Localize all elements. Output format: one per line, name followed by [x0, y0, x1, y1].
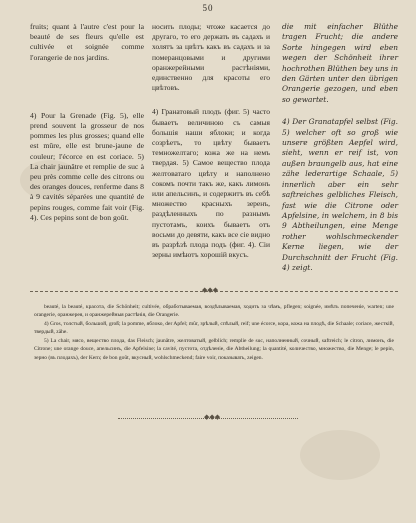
glossary-note: beauté, la beauté, красота, die Schönheit; cultivée, обработываемая, воздѣлываемая, ходить за чѣмъ, pflegen; soignée, имѣть попеченіе, warten; une orangerie, оранжерея, и оранжерейныя растѣнія, die Orangerie. — [34, 304, 394, 319]
page-number: 50 — [202, 3, 214, 13]
german-paragraph-2: 4) Der Granatapfel selbst (Fig. 5) welcher oft so groß wie unsere größten Aepfel wird, sieht, wenn er reif ist, von außen braungelb aus, hat eine zähe lederartige Schaale, 5) innerlich aber ein sehr saftreiches gelbliches Fleisch, fast wie die Citrone oder Apfelsine, in welchem, in 8 bis 9 Abtheilungen, eine Menge rother wohlschmeckender Kerne liegen, wie der Durchschnitt der Frucht (Fig. 4) zeigt. — [282, 117, 398, 272]
glossary-notes — [34, 303, 394, 363]
glossary-note: 4) Gros, толстый, большой, groß; la pomme, яблоко, der Apfel; mûr, зрѣлый, спѣлый, reif; une écorce, кора, кожа на плодѣ, die Schaale; coriace, жесткій, твердый, zähe. — [34, 321, 394, 336]
ornament-icon: ◆◆◆ — [204, 413, 221, 421]
german-column — [282, 22, 398, 273]
russian-paragraph-2: 4) Гранатовый плодъ (фиг. 5) часто бываетъ величиною съ самыя большія наши яблоки; и когда созрѣетъ, то цвѣту бываетъ темножелтаго; кожа же на немъ твердая. 5) Самое вещество плода желтоватаго цвѣту и наполнено сокомъ почти такъ же, какъ лимонъ или апельсинъ, и содержитъ въ себѣ множество красныхъ зеренъ, раздѣленныхъ по разнымъ пустотамъ, коихъ бываетъ отъ восьми до девяти, какъ все сіе видно въ разрѣзѣ плода подъ (фиг. 4). Сіи зерны имѣютъ хорошій вкусъ. — [152, 107, 270, 260]
french-paragraph-2: 4) Pour la Grenade (Fig. 5), elle prend souvent la grosseur de nos pommes les plus grosses; quand elle est mûre, elle est brune-jaune de couleur; l'écorce en est coriace. 5) La chair jaunâtre et remplie de suc à peu près comme celle des citrons ou des oranges douces, renferme dans 8 à 9 cavités séparées une quantité de pepins rouges, comme fait voir (Fig. 4). Ces pepins sont de bon goût. — [30, 110, 144, 222]
ornament-icon: ◆◆◆ — [202, 286, 219, 294]
german-paragraph-1: die mit einfacher Blüthe tragen Frucht; die andere Sorte hingegen wird eben wegen der Schönheit ihrer hochrothen Blüthen bey uns in den Gärten unter den übrigen Orangerie gezogen, und eben so gewartet. — [282, 22, 398, 104]
paper-stain — [300, 430, 380, 480]
russian-paragraph-1: носить плоды; чтоже касается до другаго, то его держать въ садахъ и холятъ за цвѣтъ какъ въ садахъ и за померанцовыми и другими оранжерейными растѣніями, единственно для красоты его цвѣтовъ. — [152, 22, 270, 93]
french-column — [30, 22, 144, 223]
glossary-note: 5) La chair, мясо, вещество плода, das Fleisch; jaunâtre, желтоватый, gelblich; remplie de suc, наполненный, сочный, saftreich; le citron, лимонъ, die Citrone; une orange douce, апельсинъ, die Apfelsine; la cavité, пустота, отдѣленіе, die Abtheilung; la quantité, количество, множество, die Menge; le pepin, зерно (въ плодахъ), der Kern; de bon goût, вкусный, wohlschmeckend; faire voir, показывать, zeigen. — [34, 338, 394, 361]
russian-column — [152, 22, 270, 260]
french-paragraph-1: fruits; quant à l'autre c'est pour la beauté de ses fleurs qu'elle est cultivée et soignée comme l'orangerie de nos jardins. — [30, 22, 144, 62]
